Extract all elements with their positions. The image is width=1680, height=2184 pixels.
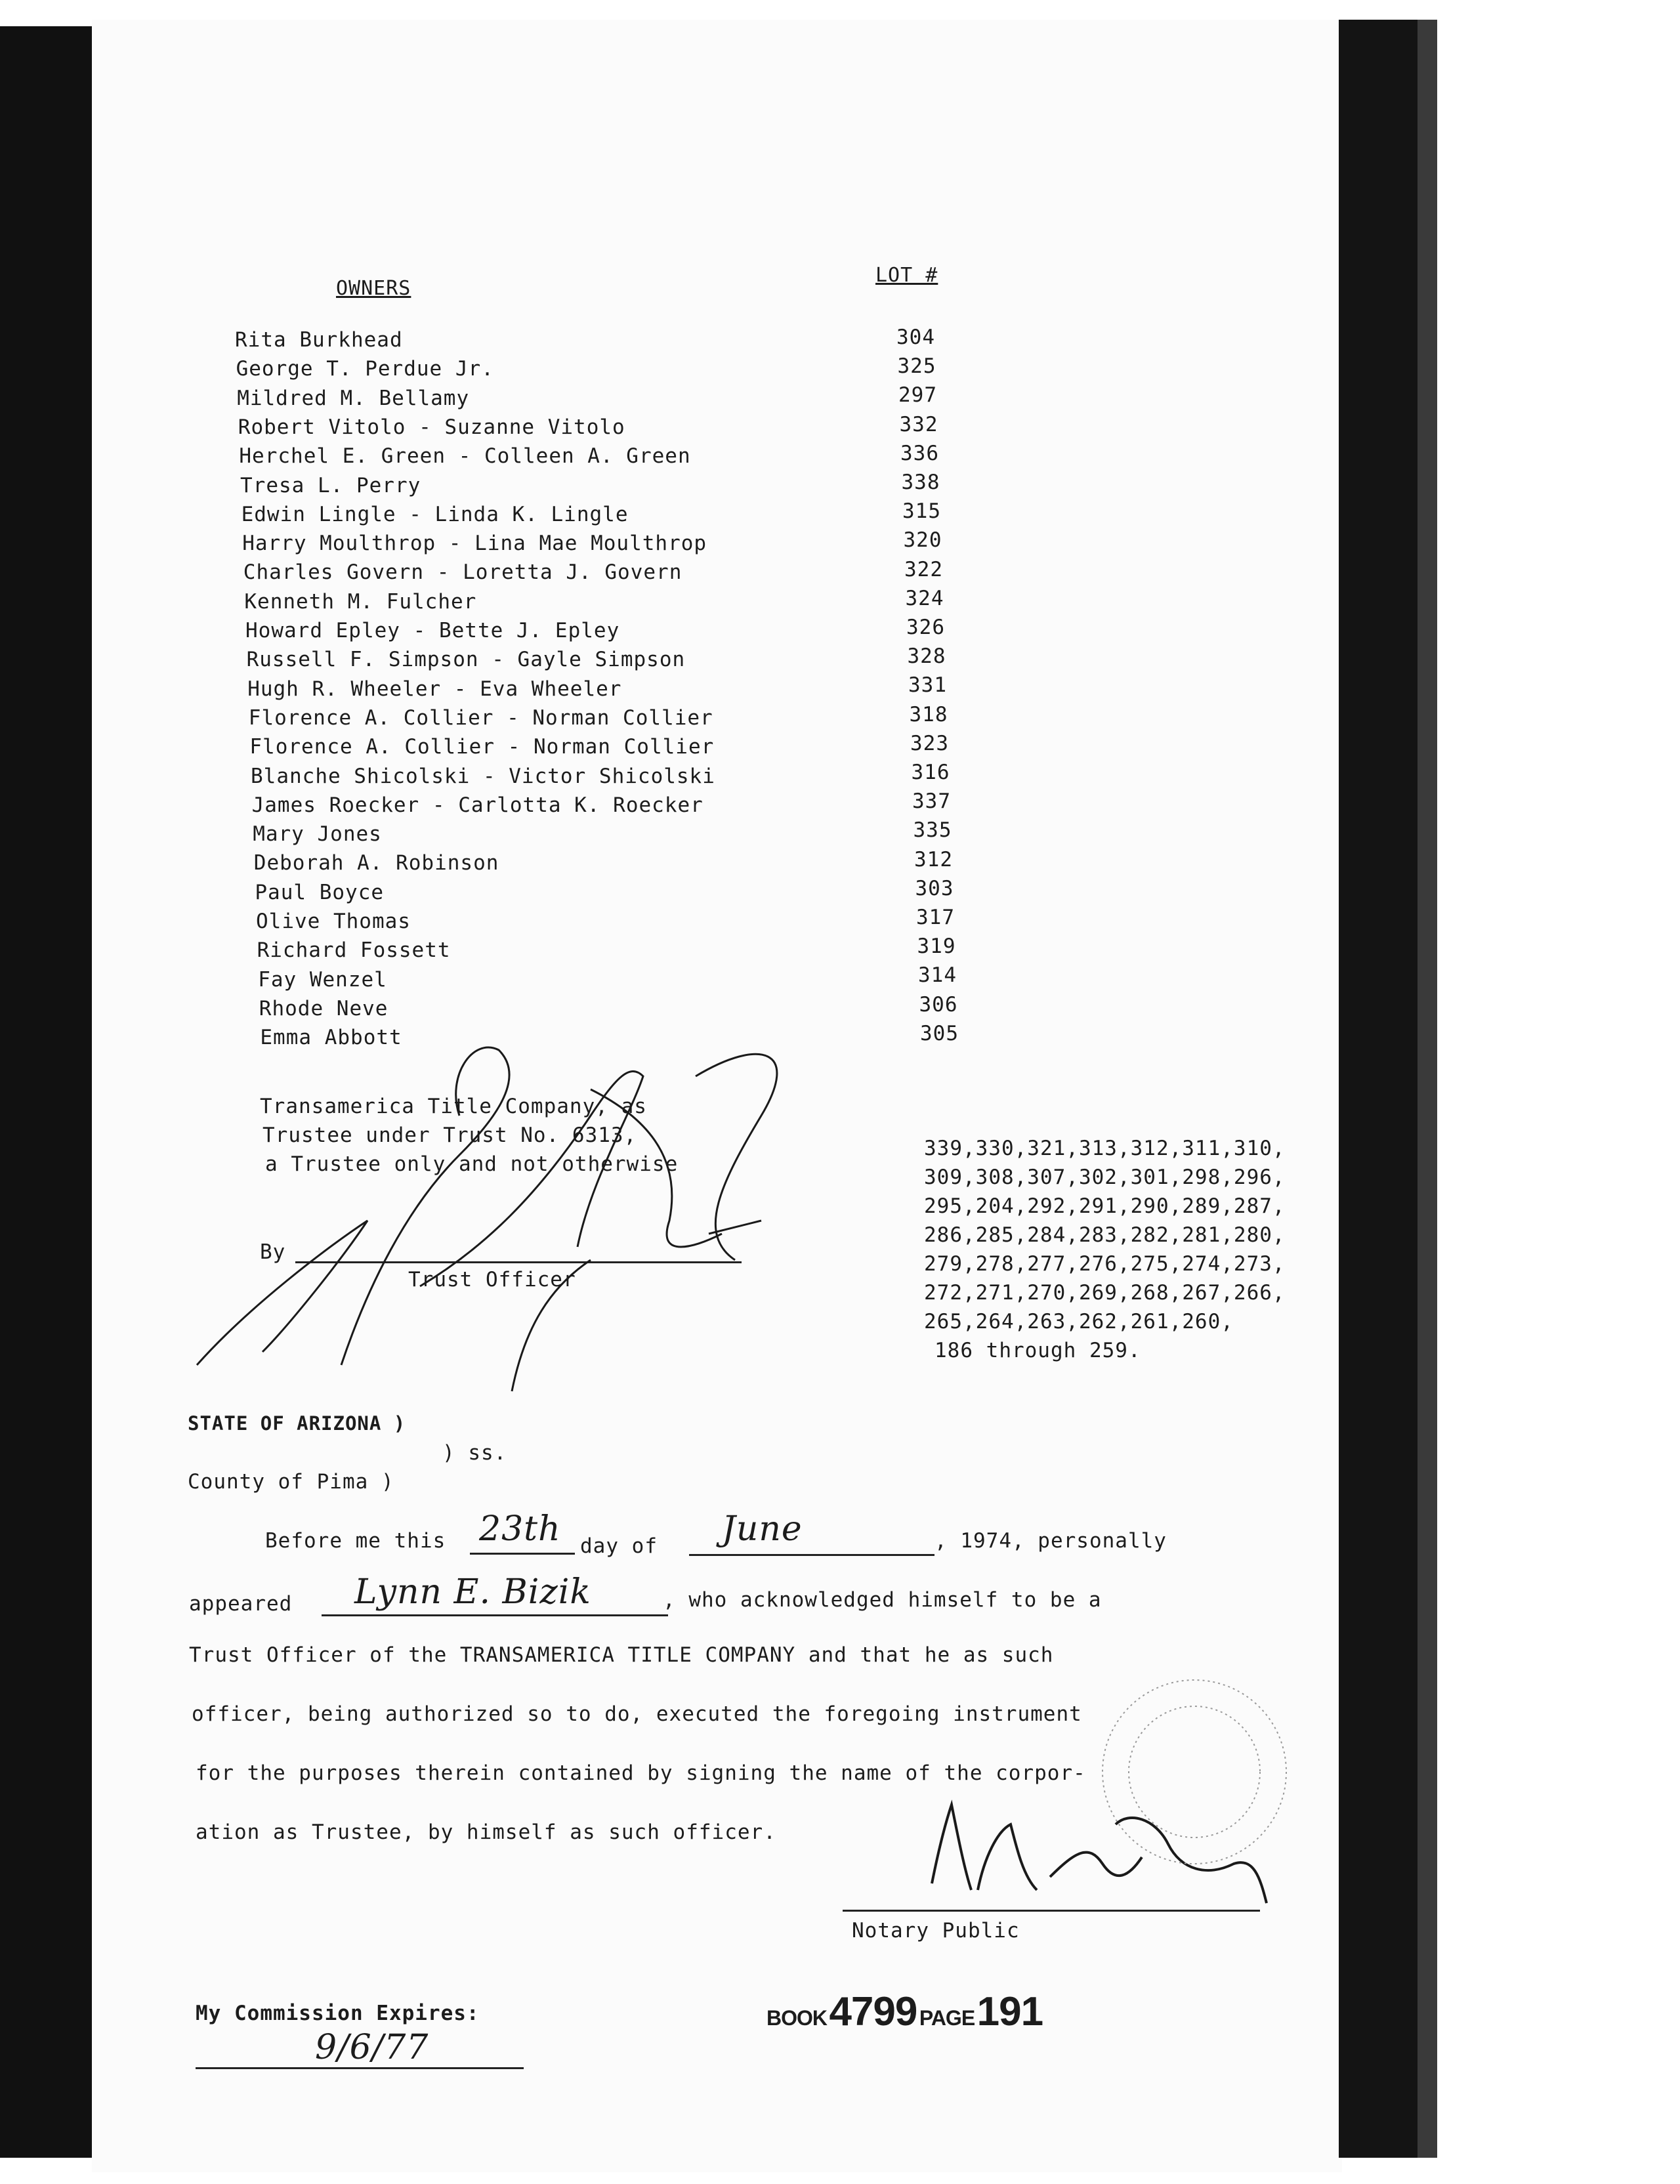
owner-name: Fay Wenzel <box>258 967 387 992</box>
owner-name: Kenneth M. Fulcher <box>244 589 477 614</box>
owner-lot-number: 328 <box>907 644 946 669</box>
owner-name: Paul Boyce <box>255 880 385 904</box>
owner-name: Howard Epley - Bette J. Epley <box>245 619 620 642</box>
venue-state: STATE OF ARIZONA ) <box>188 1412 406 1435</box>
lot-header: LOT # <box>875 264 938 287</box>
venue-ss: ) ss. <box>442 1441 507 1465</box>
ack-appeared: appeared <box>189 1592 293 1616</box>
page-label: PAGE <box>919 2006 975 2030</box>
owner-lot-number: 317 <box>916 906 955 929</box>
ack-before-me: Before me this <box>265 1529 446 1553</box>
book-label: BOOK <box>766 2006 827 2030</box>
notary-seal <box>1102 1680 1286 1864</box>
owner-lot-number: 338 <box>901 471 940 494</box>
owner-name: Florence A. Collier - Norman Collier <box>248 705 713 730</box>
ack-line-3: Trust Officer of the TRANSAMERICA TITLE COMPANY and that he as such <box>189 1643 1054 1667</box>
ack-day-of: day of <box>580 1534 658 1558</box>
trustee-lots-line: 309,308,307,302,301,298,296, <box>924 1166 1286 1189</box>
owner-name: Robert Vitolo - Suzanne Vitolo <box>238 415 625 439</box>
owner-lot-number: 312 <box>914 847 953 872</box>
owner-lot-number: 322 <box>904 557 943 581</box>
owner-lot-number: 319 <box>917 934 956 959</box>
ack-name-handwritten: Lynn E. Bizik <box>354 1572 591 1612</box>
owner-name: James Roecker - Carlotta K. Roecker <box>251 793 704 817</box>
owner-name: Russell F. Simpson - Gayle Simpson <box>246 648 686 672</box>
ack-month-handwritten: June <box>722 1509 803 1549</box>
owner-name: Florence A. Collier - Norman Collier <box>249 735 715 759</box>
trustee-lots-line: 265,264,263,262,261,260, <box>924 1310 1234 1334</box>
trustee-lots-line: 272,271,270,269,268,267,266, <box>924 1281 1286 1305</box>
trust-officer-label: Trust Officer <box>408 1268 576 1292</box>
owner-lot-number: 336 <box>900 441 939 465</box>
trustee-lots-line: 339,330,321,313,312,311,310, <box>924 1137 1286 1160</box>
trust-officer-signature <box>197 1047 777 1391</box>
ack-year: , 1974, personally <box>934 1529 1167 1553</box>
owner-lot-number: 320 <box>903 528 942 553</box>
page-number: 191 <box>976 1989 1043 2034</box>
owner-name: Deborah A. Robinson <box>253 851 499 875</box>
trustee-line-2: Trustee under Trust No. 6313, <box>262 1124 637 1147</box>
venue-county: County of Pima ) <box>188 1470 394 1494</box>
commission-label: My Commission Expires: <box>196 2002 480 2025</box>
owner-name: Emma Abbott <box>260 1026 402 1050</box>
ack-line-6: ation as Trustee, by himself as such officer. <box>196 1820 776 1844</box>
trustee-lots-line: 295,204,292,291,290,289,287, <box>924 1194 1286 1218</box>
owner-name: George T. Perdue Jr. <box>236 357 494 381</box>
owner-lot-number: 305 <box>920 1021 959 1045</box>
trustee-lots-line: 186 through 259. <box>934 1339 1141 1362</box>
owner-name: Edwin Lingle - Linda K. Lingle <box>241 502 629 526</box>
owner-lot-number: 315 <box>902 499 941 524</box>
notary-public-label: Notary Public <box>852 1919 1020 1942</box>
owner-name: Mildred M. Bellamy <box>237 386 470 410</box>
owner-lot-number: 323 <box>910 731 949 755</box>
owner-lot-number: 306 <box>919 992 958 1017</box>
owner-name: Olive Thomas <box>256 910 411 933</box>
owner-lot-number: 337 <box>912 789 951 814</box>
trustee-line-3: a Trustee only and not otherwise <box>265 1152 679 1176</box>
owner-name: Rita Burkhead <box>235 328 403 352</box>
owner-name: Hugh R. Wheeler - Eva Wheeler <box>247 677 622 701</box>
owner-name: Rhode Neve <box>259 996 388 1020</box>
owner-name: Mary Jones <box>253 822 382 847</box>
ack-line-4: officer, being authorized so to do, executed the foregoing instrument <box>192 1702 1082 1726</box>
owner-lot-number: 316 <box>911 761 950 784</box>
owner-name: Harry Moulthrop - Lina Mae Moulthrop <box>242 532 707 556</box>
owner-lot-number: 324 <box>905 586 944 610</box>
owner-lot-number: 304 <box>896 326 935 349</box>
owner-lot-number: 332 <box>899 412 938 436</box>
owner-lot-number: 326 <box>906 616 945 639</box>
notary-signature <box>932 1805 1267 1903</box>
owner-lot-number: 318 <box>909 702 948 726</box>
owner-lot-number: 303 <box>915 876 954 900</box>
owner-lot-number: 297 <box>898 383 937 408</box>
ack-day-handwritten: 23th <box>479 1509 561 1549</box>
owner-name: Charles Govern - Loretta J. Govern <box>243 560 682 585</box>
commission-date-handwritten: 9/6/77 <box>315 2028 429 2067</box>
book-number: 4799 <box>829 1989 917 2034</box>
owners-header: OWNERS <box>336 277 411 300</box>
ack-acknowledged: , who acknowledged himself to be a <box>663 1588 1102 1612</box>
trustee-line-1: Transamerica Title Company, as <box>260 1095 647 1118</box>
owner-name: Blanche Shicolski - Victor Shicolski <box>251 764 715 788</box>
by-label: By <box>260 1240 286 1264</box>
trustee-lots-line: 286,285,284,283,282,281,280, <box>924 1223 1286 1247</box>
owner-lot-number: 335 <box>913 818 952 843</box>
owner-lot-number: 314 <box>918 963 957 988</box>
owner-lot-number: 331 <box>908 673 947 698</box>
trustee-lots-line: 279,278,277,276,275,274,273, <box>924 1252 1286 1276</box>
owner-lot-number: 325 <box>897 354 936 379</box>
owner-name: Richard Fossett <box>257 938 451 963</box>
owner-name: Herchel E. Green - Colleen A. Green <box>239 444 691 469</box>
ack-line-5: for the purposes therein contained by signing the name of the corpor- <box>196 1761 1086 1785</box>
owner-name: Tresa L. Perry <box>240 473 421 497</box>
